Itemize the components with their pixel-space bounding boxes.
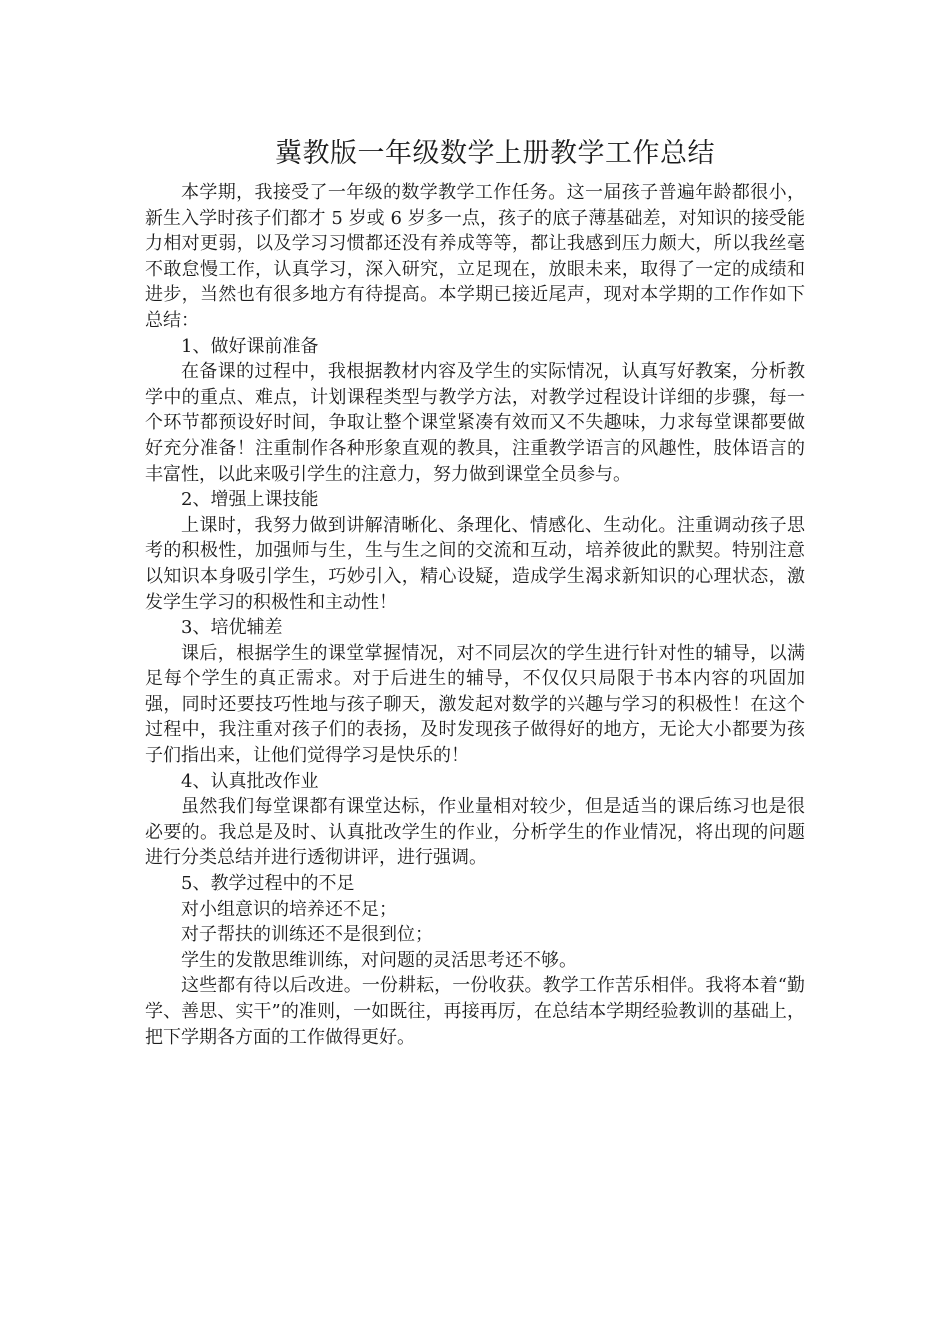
section-4-paragraph: 虽然我们每堂课都有课堂达标，作业量相对较少，但是适当的课后练习也是很必要的。我总是及时、认真批改学生的作业，分析学生的作业情况，将出现的问题进行分类总结并进行透彻讲评，进行强调。 <box>145 796 805 869</box>
section-5-paragraph-2: 对子帮扶的训练还不是很到位； <box>181 924 433 946</box>
section-5-paragraph-3: 学生的发散思维训练，对问题的灵活思考还不够。 <box>181 949 577 971</box>
intro-paragraph: 本学期，我接受了一年级的数学教学工作任务。这一届孩子普遍年龄都很小，新生入学时孩子们都才 5 岁或 6 岁多一点，孩子的底子薄基础差，对知识的接受能力相对更弱，以及学习习惯都还没有养成等等，都让我感到压力颇大，所以我丝毫不敢怠慢工作，认真学习，深入研究，立足现在，放眼未来，取得了一定的成绩和进步，当然也有很多地方有待提高。本学期已接近尾声，现对本学期的工作作如下总结： <box>145 182 805 331</box>
section-5-paragraph-1: 对小组意识的培养还不足； <box>181 898 397 920</box>
section-3-paragraph: 课后，根据学生的课堂掌握情况，对不同层次的学生进行针对性的辅导，以满足每个学生的真正需求。对于后进生的辅导，不仅仅只局限于书本内容的巩固加强，同时还要技巧性地与孩子聊天，激发起对数学的兴趣与学习的积极性！在这个过程中，我注重对孩子们的表扬，及时发现孩子做得好的地方，无论大小都要为孩子们指出来，让他们觉得学习是快乐的！ <box>145 642 805 767</box>
section-heading-3: 3、培优辅差 <box>181 617 283 639</box>
section-heading-5: 5、教学过程中的不足 <box>181 873 355 895</box>
section-heading-4: 4、认真批改作业 <box>181 770 319 792</box>
section-heading-1: 1、做好课前准备 <box>181 335 319 357</box>
section-heading-2: 2、增强上课技能 <box>181 489 319 511</box>
section-1-paragraph: 在备课的过程中，我根据教材内容及学生的实际情况，认真写好教案，分析教学中的重点、难点，计划课程类型与教学方法，对教学过程设计详细的步骤，每一个环节都预设好时间，争取让整个课堂紧凑有效而又不失趣味，力求每堂课都要做好充分准备！注重制作各种形象直观的教具，注重教学语言的风趣性，肢体语言的丰富性，以此来吸引学生的注意力，努力做到课堂全员参与。 <box>145 361 805 485</box>
document-page <box>145 134 805 1050</box>
section-2-paragraph: 上课时，我努力做到讲解清晰化、条理化、情感化、生动化。注重调动孩子思考的积极性，加强师与生，生与生之间的交流和互动，培养彼此的默契。特别注意以知识本身吸引学生，巧妙引入，精心设疑，造成学生渴求新知识的心理状态，激发学生学习的积极性和主动性！ <box>145 514 805 613</box>
document-title: 冀教版一年级数学上册教学工作总结 <box>275 138 715 169</box>
closing-paragraph: 这些都有待以后改进。一份耕耘，一份收获。教学工作苦乐相伴。我将本着“勤学、善思、实干”的准则，一如既往，再接再厉，在总结本学期经验教训的基础上，把下学期各方面的工作做得更好。 <box>145 975 805 1048</box>
